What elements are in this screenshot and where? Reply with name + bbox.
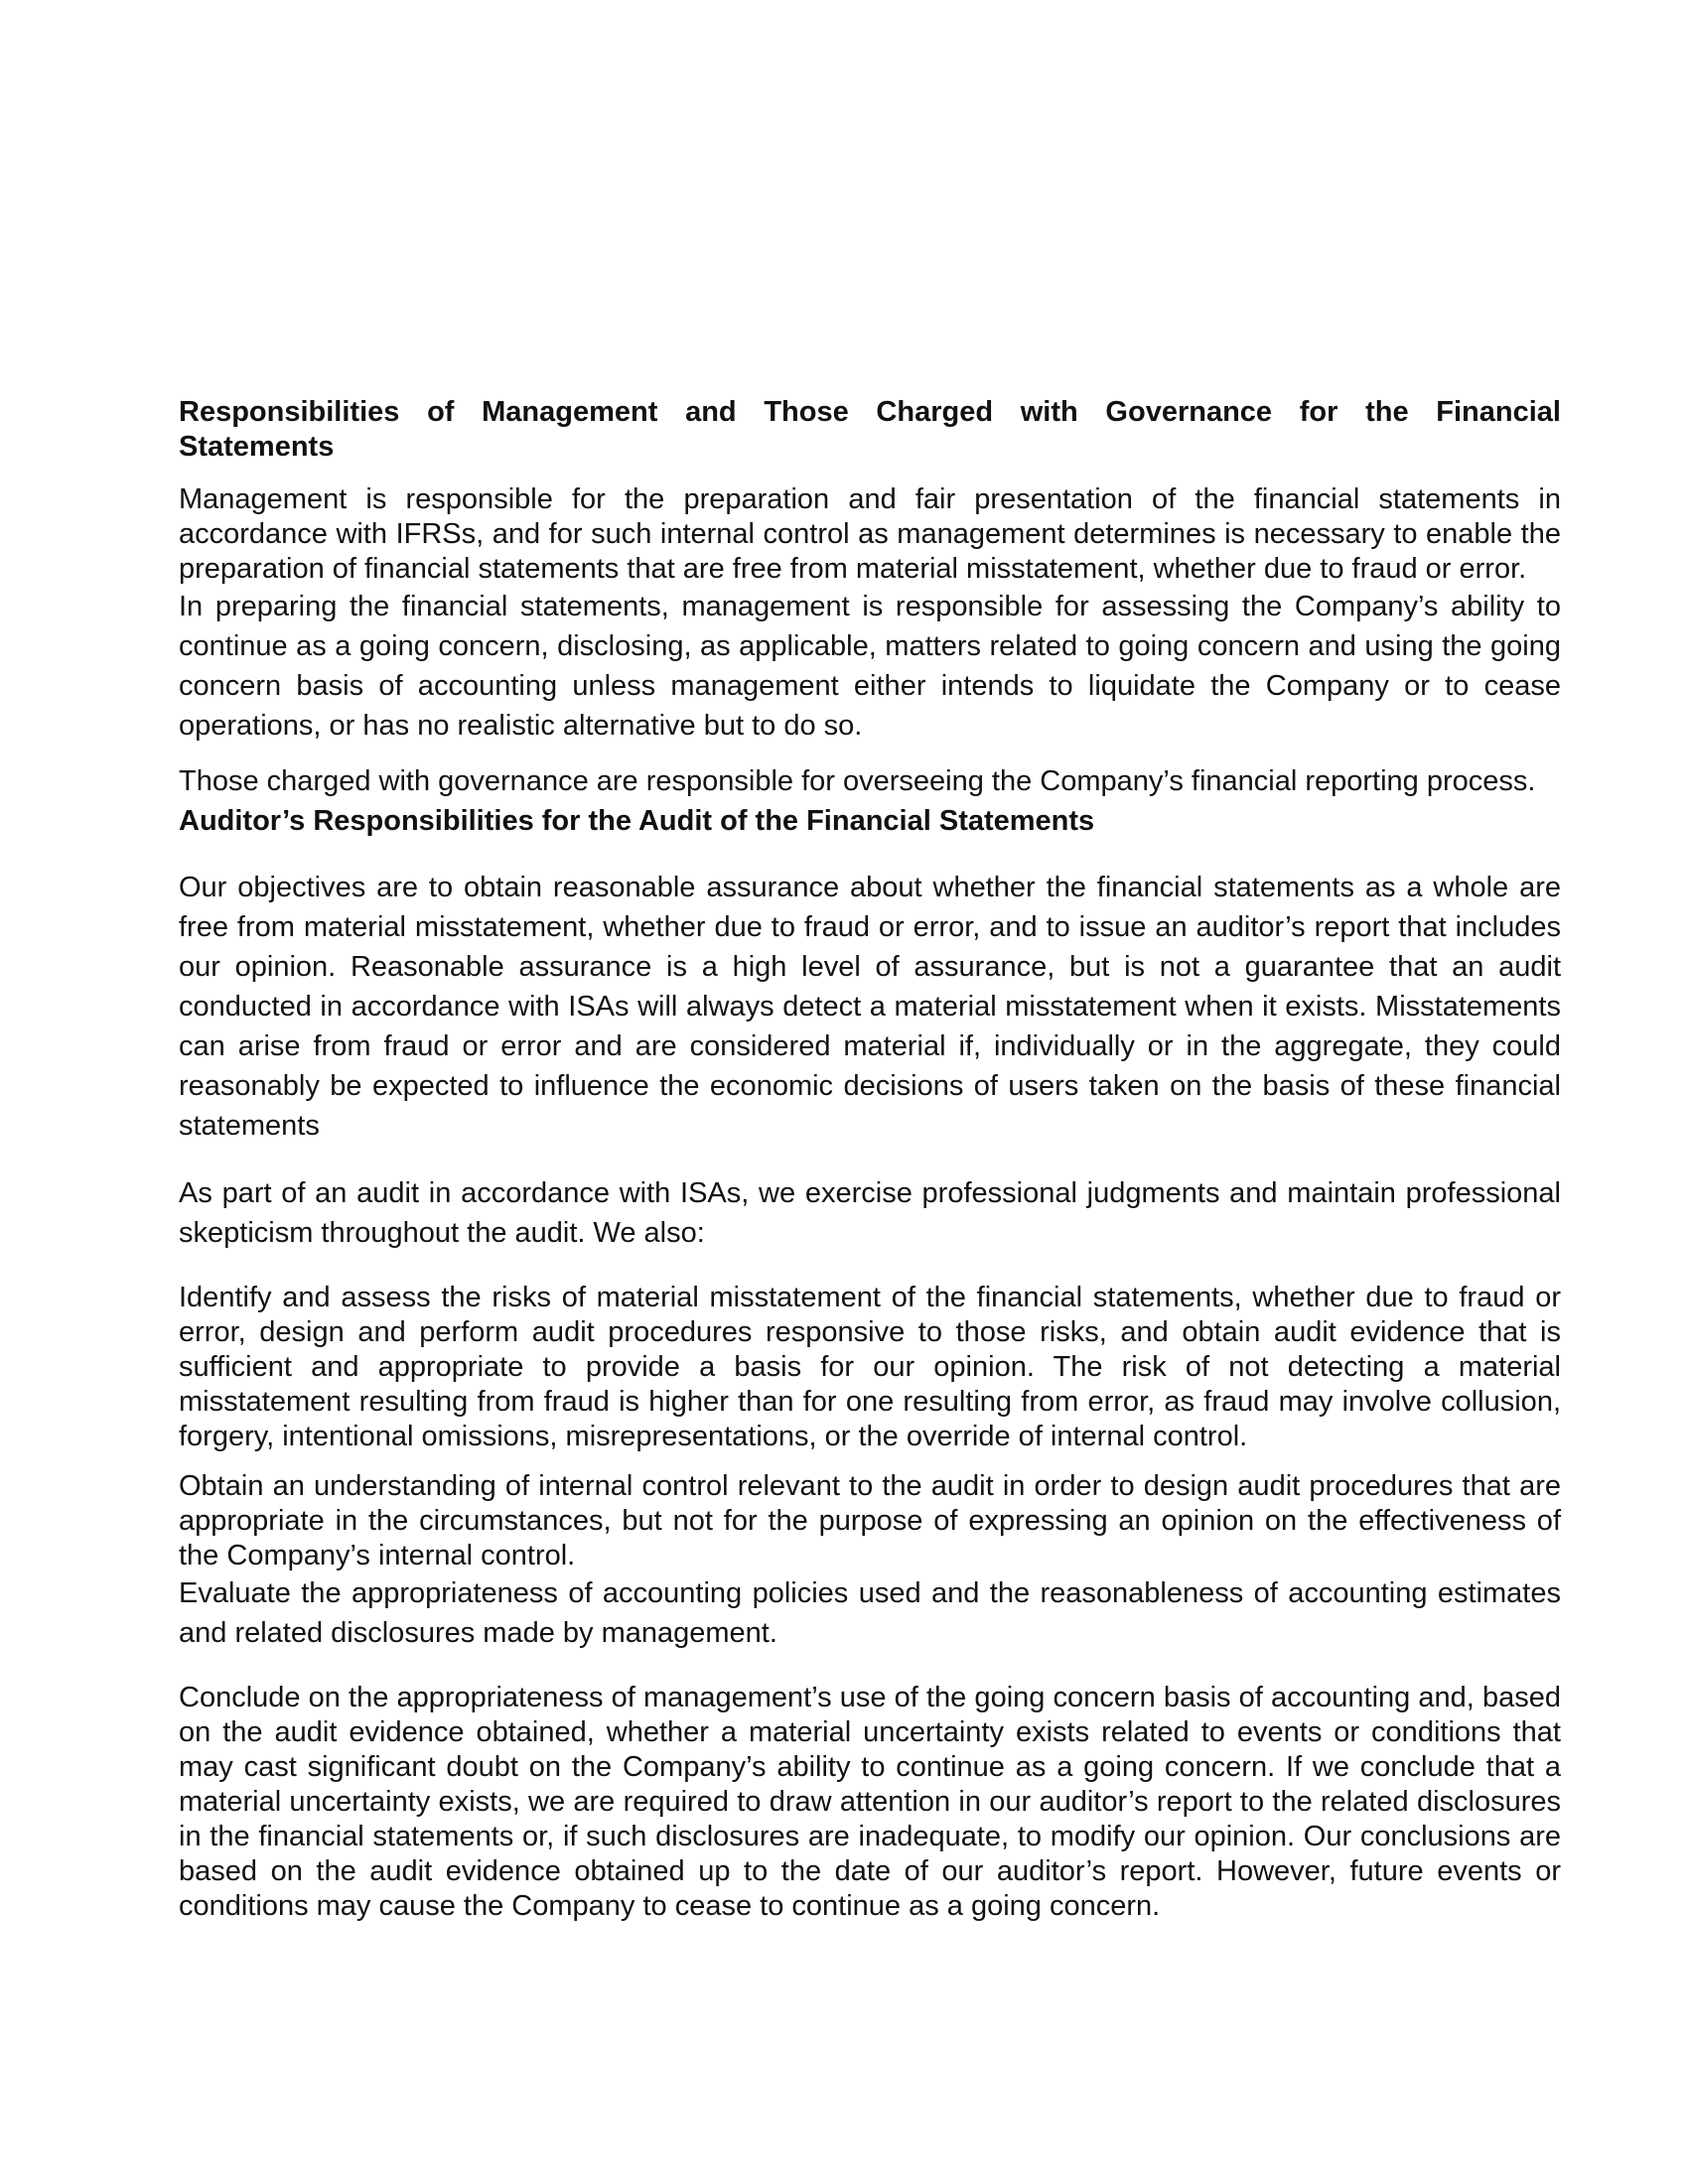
- paragraph-identify-risks: Identify and assess the risks of material misstatement of the financial statements, whether due to fraud or error, design and perform audit procedures responsive to those risks, and obtain audit evidence that is sufficient and appropriate to provide a basis for our opinion. The risk of not detecting a material misstatement resulting from fraud is higher than for one resulting from error, as fraud may involve collusion, forgery, intentional omissions, misrepresentations, or the override of internal control.: [179, 1282, 1561, 1452]
- paragraph-management-responsibility: Management is responsible for the preparation and fair presentation of the financial statements in accordance with IFRSs, and for such internal control as management determines is necessary to enable the preparation of financial statements that are free from material misstatement, whether due to fraud or error.: [179, 483, 1561, 585]
- paragraph-evaluate-policies: Evaluate the appropriateness of accounting policies used and the reasonableness of accounting estimates and related disclosures made by management.: [179, 1577, 1561, 1649]
- document-page: [179, 395, 1561, 1924]
- paragraph-part-of-audit: As part of an audit in accordance with ISAs, we exercise professional judgments and maintain professional skepticism throughout the audit. We also:: [179, 1177, 1561, 1249]
- paragraph-internal-control: Obtain an understanding of internal control relevant to the audit in order to design audit procedures that are appropriate in the circumstances, but not for the purpose of expressing an opinion on the effectiveness of the Company’s internal control.: [179, 1470, 1561, 1571]
- paragraph-going-concern-management: In preparing the financial statements, management is responsible for assessing the Company’s ability to continue as a going concern, disclosing, as applicable, matters related to going concern and using the going concern basis of accounting unless management either intends to liquidate the Company or to cease operations, or has no realistic alternative but to do so.: [179, 591, 1561, 742]
- paragraph-conclude-going-concern: Conclude on the appropriateness of management’s use of the going concern basis of accounting and, based on the audit evidence obtained, whether a material uncertainty exists related to events or conditions that may cast significant doubt on the Company’s ability to continue as a going concern. If we conclude that a material uncertainty exists, we are required to draw attention in our auditor’s report to the related disclosures in the financial statements or, if such disclosures are inadequate, to modify our opinion. Our conclusions are based on the audit evidence obtained up to the date of our auditor’s report. However, future events or conditions may cause the Company to cease to continue as a going concern.: [179, 1682, 1561, 1922]
- paragraph-audit-objectives: Our objectives are to obtain reasonable assurance about whether the financial statements as a whole are free from material misstatement, whether due to fraud or error, and to issue an auditor’s report that includes our opinion. Reasonable assurance is a high level of assurance, but is not a guarantee that an audit conducted in accordance with ISAs will always detect a material misstatement when it exists. Misstatements can arise from fraud or error and are considered material if, individually or in the aggregate, they could reasonably be expected to influence the economic decisions of users taken on the basis of these financial statements: [179, 872, 1561, 1142]
- section-heading-management: Responsibilities of Management and Those Charged with Governance for the Financial Statements: [179, 396, 1561, 463]
- paragraph-governance-oversight: Those charged with governance are responsible for overseeing the Company’s financial reporting process.: [179, 765, 1536, 797]
- section-heading-auditor: Auditor’s Responsibilities for the Audit of the Financial Statements: [179, 805, 1095, 837]
